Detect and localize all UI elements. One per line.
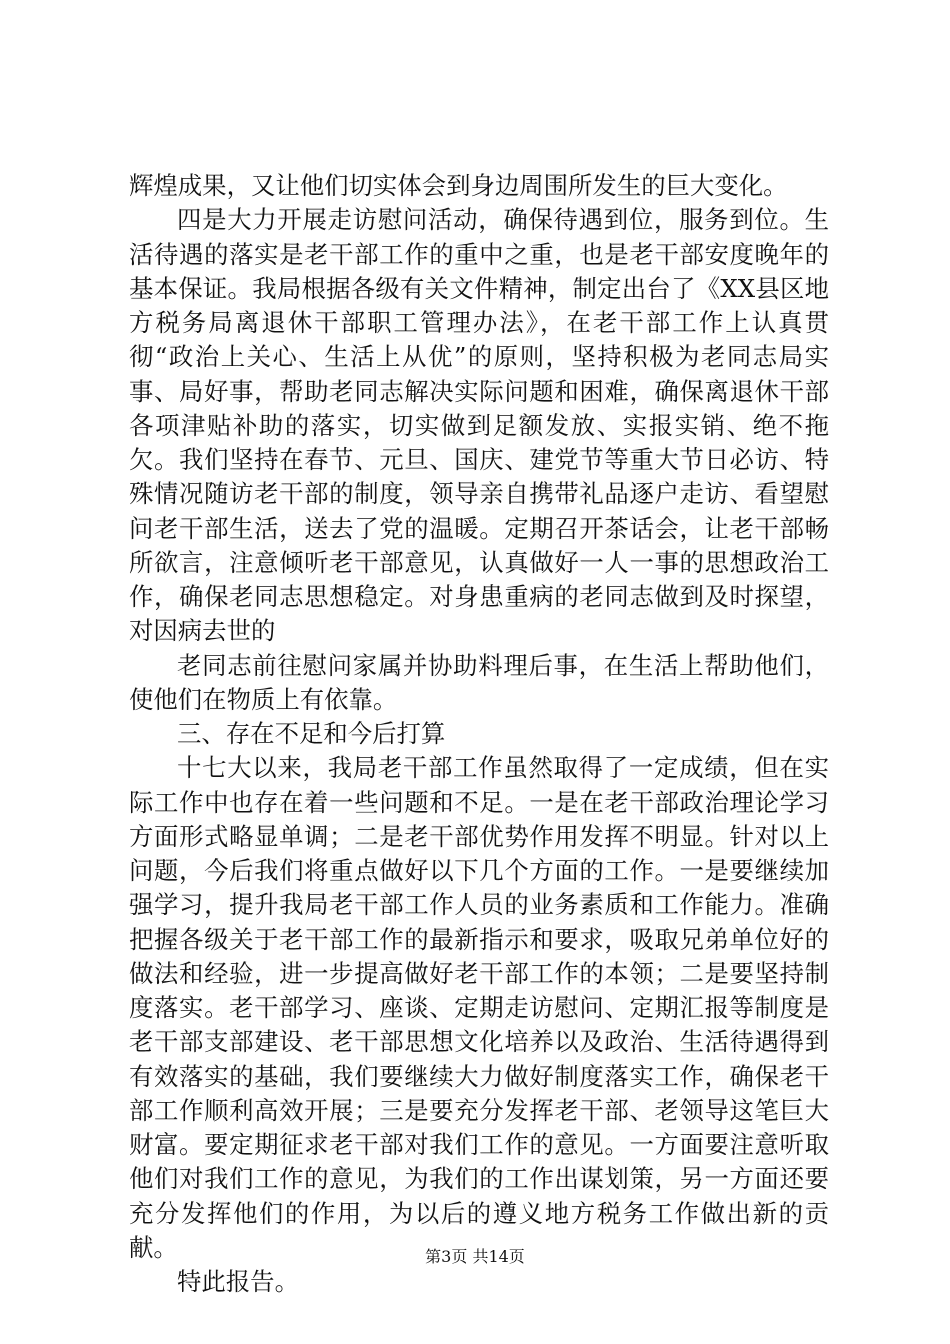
paragraph-3: 老同志前往慰问家属并协助料理后事，在生活上帮助他们，使他们在物质上有依靠。 xyxy=(129,650,829,714)
paragraph-2: 四是大力开展走访慰问活动，确保待遇到位，服务到位。生活待遇的落实是老干部工作的重中之重，也是老干部安度晚年的基本保证。我局根据各级有关文件精神，制定出台了《XX县区地方税务局离退休干部职工管理办法》，在老干部工作上认真贯彻“政治上关心、生活上从优”的原则，坚持积极为老同志局实事、局好事，帮助老同志解决实际问题和困难，确保离退休干部各项津贴补助的落实，切实做到足额发放、实报实销、绝不拖欠。我们坚持在春节、元旦、国庆、建党节等重大节日必访、特殊情况随访老干部的制度，领导亲自携带礼品逐户走访、看望慰问老干部生活，送去了党的温暖。定期召开茶话会，让老干部畅所欲言，注意倾听老干部意见，认真做好一人一事的思想政治工作，确保老同志思想稳定。对身患重病的老同志做到及时探望，对因病去世的 xyxy=(129,205,829,646)
paragraph-4: 十七大以来，我局老干部工作虽然取得了一定成绩，但在实际工作中也存在着一些问题和不足。一是在老干部政治理论学习方面形式略显单调；二是老干部优势作用发挥不明显。针对以上问题，今后我们将重点做好以下几个方面的工作。一是要继续加强学习，提升我局老干部工作人员的业务素质和工作能力。准确把握各级关于老干部工作的最新指示和要求，吸取兄弟单位好的做法和经验，进一步提高做好老干部工作的本领；二是要坚持制度落实。老干部学习、座谈、定期走访慰问、定期汇报等制度是老干部支部建设、老干部思想文化培养以及政治、生活待遇得到有效落实的基础，我们要继续大力做好制度落实工作，确保老干部工作顺利高效开展；三是要充分发挥老干部、老领导这笔巨大财富。要定期征求老干部对我们工作的意见。一方面要注意听取他们对我们工作的意见，为我们的工作出谋划策，另一方面还要充分发挥他们的作用，为以后的遵义地方税务工作做出新的贡献。 xyxy=(129,753,829,1262)
paragraph-1: 辉煌成果，又让他们切实体会到身边周围所发生的巨大变化。 xyxy=(129,171,788,200)
document-body xyxy=(129,169,829,1299)
page-footer: 第3页 共14页 xyxy=(425,1247,525,1266)
closing-line: 特此报告。 xyxy=(177,1267,299,1296)
section-heading: 三、存在不足和今后打算 xyxy=(177,719,446,748)
